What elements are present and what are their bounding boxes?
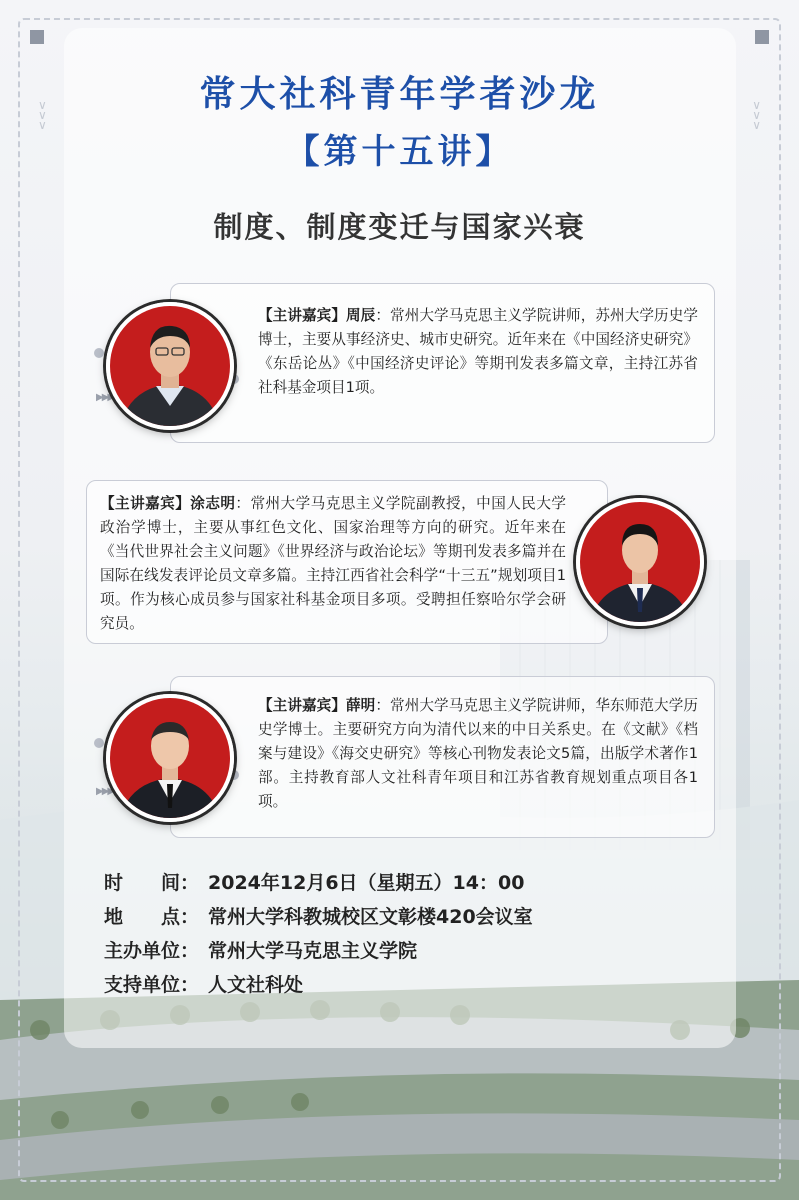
speaker-name: 周辰 [346,307,376,324]
lecture-topic: 制度、制度变迁与国家兴衰 [213,210,586,244]
speaker-bio [100,492,566,636]
speaker-tag: 【主讲嘉宾】 [100,495,191,512]
speaker-name: 薛明 [346,697,376,714]
event-time-row [104,868,524,895]
event-organizer-row [104,936,417,963]
speaker-bio [258,694,698,814]
info-value: 人文社科处 [208,974,304,996]
event-location-row [104,902,533,929]
speaker-tag: 【主讲嘉宾】 [258,307,347,324]
info-value: 2024年12月6日（星期五）14：00 [208,872,525,894]
info-label: 支持单位： [104,974,200,996]
chevron-down-icon: ∨ ∨ ∨ [752,98,761,132]
series-title: 常大社科青年学者沙龙 [199,74,600,115]
info-label: 地 点： [104,906,200,928]
chevron-down-icon: ∨ ∨ ∨ [38,98,47,132]
decor-dot [94,738,104,748]
speaker-bio-text: ：常州大学马克思主义学院讲师，华东师范大学历史学博士。主要研究方向为清代以来的中日关系史。在《文献》《档案与建设》《海交史研究》等核心刊物发表论文5篇，出版学术著作1部。主持教育部人文社科青年项目和江苏省教育规划重点项目各1项。 [258,697,698,810]
speaker-photo [106,302,234,430]
speaker-tag: 【主讲嘉宾】 [258,697,347,714]
arrow-icon: ▶▶▶ [96,392,114,403]
info-label: 时 间： [104,872,200,894]
corner-square-icon [30,30,44,44]
info-value: 常州大学马克思主义学院 [208,940,418,962]
lecture-number: 【第十五讲】 [285,132,514,172]
speaker-bio-text: ：常州大学马克思主义学院副教授，中国人民大学政治学博士，主要从事红色文化、国家治理等方向的研究。近年来在《当代世界社会主义问题》《世界经济与政治论坛》等期刊发表多篇并在国际在线发表评论员文章多篇。主持江西省社会科学“十三五”规划项目1项。作为核心成员参与国家社科基金项目多项。受聘担任察哈尔学会研究员。 [100,495,566,632]
info-label: 主办单位： [104,940,200,962]
event-supporter-row [104,970,303,997]
speaker-photo [106,694,234,822]
corner-square-icon [755,30,769,44]
speaker-bio-text: ：常州大学马克思主义学院讲师，苏州大学历史学博士，主要从事经济史、城市史研究。近年来在《中国经济史研究》《东岳论丛》《中国经济史评论》等期刊发表多篇文章，主持江苏省社科基金项目1项。 [258,307,698,396]
speaker-photo [576,498,704,626]
speaker-name: 涂志明 [190,495,236,512]
info-value: 常州大学科教城校区文彰楼420会议室 [208,906,533,928]
arrow-icon: ▶▶▶ [96,786,114,797]
decor-dot [94,348,104,358]
speaker-bio [258,304,698,400]
